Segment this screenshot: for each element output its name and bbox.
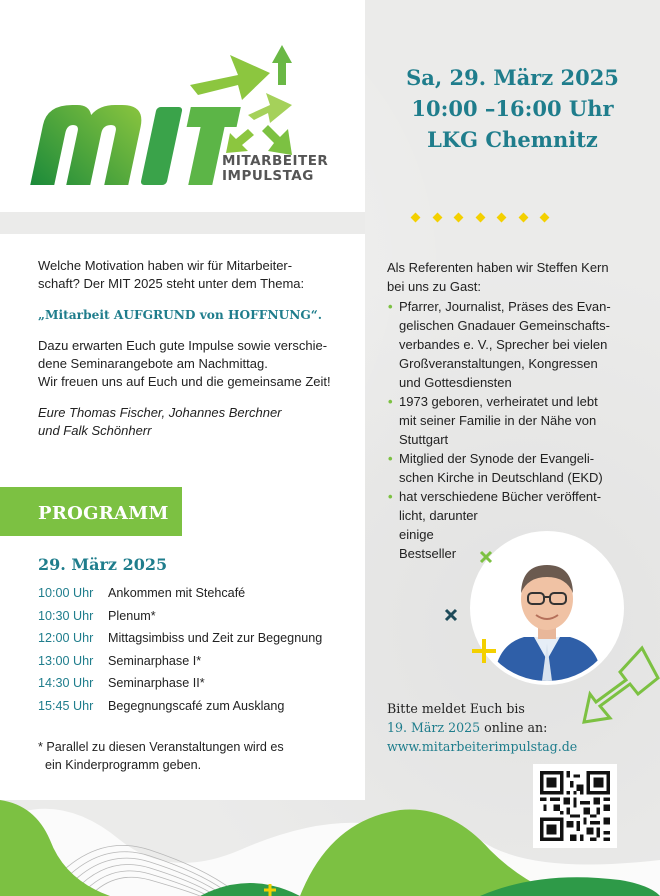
bullet-line: einige: [399, 527, 434, 542]
yellow-plus-icon: [470, 637, 498, 665]
schedule-time: 10:00 Uhr: [38, 586, 94, 601]
motto: „Mitarbeit AUFGRUND von HOFFNUNG“.: [38, 308, 323, 322]
program-title: PROGRAMM: [38, 503, 169, 524]
bullet-line: Großveranstaltungen, Kongressen: [399, 356, 598, 371]
program-footnote: [38, 738, 358, 774]
event-time: 10:00 –16:00 Uhr: [411, 96, 614, 121]
registration-info: [387, 699, 647, 756]
speaker-info: [387, 258, 637, 563]
bullet-line: und Gottesdiensten: [399, 375, 512, 390]
bullet-line: Stuttgart: [399, 432, 449, 447]
schedule-row: [38, 650, 358, 673]
speaker-bullet: • Mitglied der Synode der Evangeli- schen Kirche in Deutschland (EKD): [388, 451, 603, 485]
letter-i: [140, 107, 183, 185]
bullet-line: verbandes e. V., Sprecher bei vielen: [399, 337, 608, 352]
arrow-down-right-icon: [262, 125, 292, 155]
schedule-event: Ankommen mit Stehcafé: [108, 586, 246, 601]
bullet-line: Mitglied der Synode der Evangeli-: [399, 451, 595, 466]
intro-line: Dazu erwarten Euch gute Impulse sowie verschie-: [38, 338, 328, 353]
speaker-bullets: [387, 297, 637, 563]
bullet-line: licht, darunter: [399, 508, 478, 523]
signature-line: und Falk Schönherr: [38, 423, 152, 438]
green-cross-icon: [478, 549, 494, 565]
bullet-line: 1973 geboren, verheiratet und lebt: [399, 394, 598, 409]
qr-code-pattern: [540, 771, 610, 841]
arrow-right-icon: [248, 93, 292, 123]
logo-subtitle-line2: IMPULSTAG: [222, 168, 314, 184]
intro-line: dene Seminarangebote am Nachmittag.: [38, 356, 268, 371]
schedule-time: 10:30 Uhr: [38, 608, 94, 623]
intro-line: Wir freuen uns auf Euch und die gemeinsame Zeit!: [38, 374, 331, 389]
schedule-time: 15:45 Uhr: [38, 698, 94, 713]
qr-code[interactable]: [533, 764, 617, 848]
schedule-event: Begegnungscafé zum Ausklang: [108, 698, 285, 713]
intro-text: [38, 257, 358, 453]
event-location: LKG Chemnitz: [427, 127, 598, 152]
schedule-time: 13:00 Uhr: [38, 653, 94, 668]
footnote-line: ein Kinderprogramm geben.: [45, 758, 202, 772]
divider-dot: [411, 213, 421, 223]
dark-cross-icon: [444, 608, 458, 622]
schedule-row: [38, 672, 358, 695]
schedule-row: [38, 582, 358, 605]
signature-line: Eure Thomas Fischer, Johannes Berchner: [38, 405, 282, 420]
arrow-up-right-icon: [190, 55, 270, 100]
letter-m: [30, 105, 145, 185]
bullet-line: hat verschiedene Bücher veröffent-: [399, 489, 602, 504]
divider-dot: [432, 213, 442, 223]
divider-dot: [454, 213, 464, 223]
register-url-link[interactable]: www.mitarbeiterimpulstag.de: [387, 739, 578, 754]
divider-dot: [540, 213, 550, 223]
bullet-line: Pfarrer, Journalist, Präses des Evan-: [399, 299, 611, 314]
register-line: Bitte meldet Euch bis: [387, 701, 525, 716]
schedule-event: Seminarphase I*: [108, 653, 202, 668]
logo-subtitle: [222, 154, 328, 184]
signature: [38, 404, 358, 440]
dot-divider: [412, 214, 548, 221]
intro-line: Welche Motivation haben wir für Mitarbeiter-: [38, 258, 293, 273]
speaker-bullet: • 1973 geboren, verheiratet und lebt mit seiner Familie in der Nähe von Stuttgart: [388, 394, 598, 447]
schedule-event: Mittagsimbiss und Zeit zur Begegnung: [108, 631, 323, 646]
schedule-time: 14:30 Uhr: [38, 676, 94, 691]
bullet-line: gelischen Gnadauer Gemeinschafts-: [399, 318, 611, 333]
speaker-intro-line: bei uns zu Gast:: [387, 279, 481, 294]
program-date: 29. März 2025: [38, 555, 168, 574]
bullet-line: Bestseller: [399, 546, 457, 561]
speaker-intro-line: Als Referenten haben wir Steffen Kern: [387, 260, 609, 275]
schedule-list: [38, 582, 358, 717]
schedule-row: [38, 627, 358, 650]
schedule-row: [38, 695, 358, 718]
arrow-up-icon: [272, 45, 292, 85]
register-line: online an:: [480, 720, 548, 735]
footnote-line: * Parallel zu diesen Veranstaltungen wird es: [38, 740, 284, 754]
event-date: Sa, 29. März 2025: [406, 65, 619, 90]
schedule-event: Plenum*: [108, 608, 156, 623]
intro-line: schaft? Der MIT 2025 steht unter dem Thema:: [38, 276, 305, 291]
bullet-line: mit seiner Familie in der Nähe von: [399, 413, 597, 428]
register-deadline: 19. März 2025: [387, 720, 481, 735]
logo-subtitle-line1: MITARBEITER: [222, 153, 329, 169]
divider-dot: [497, 213, 507, 223]
arrow-down-left-icon: [226, 129, 254, 153]
divider-dot: [518, 213, 528, 223]
event-info: [365, 62, 660, 155]
speaker-bullet: • Pfarrer, Journalist, Präses des Evan- gelischen Gnadauer Gemeinschafts- verbandes e. V., Sprecher bei vielen Großveranstaltungen, Kongressen und Gottesdiensten: [388, 299, 611, 390]
bullet-line: schen Kirche in Deutschland (EKD): [399, 470, 603, 485]
speaker-bullet: • hat verschiedene Bücher veröffent- licht, darunter einige Bestseller: [388, 489, 602, 561]
schedule-event: Seminarphase II*: [108, 676, 205, 691]
schedule-time: 12:00 Uhr: [38, 631, 94, 646]
divider-dot: [475, 213, 485, 223]
logo-gap: [0, 212, 365, 234]
schedule-row: [38, 605, 358, 628]
